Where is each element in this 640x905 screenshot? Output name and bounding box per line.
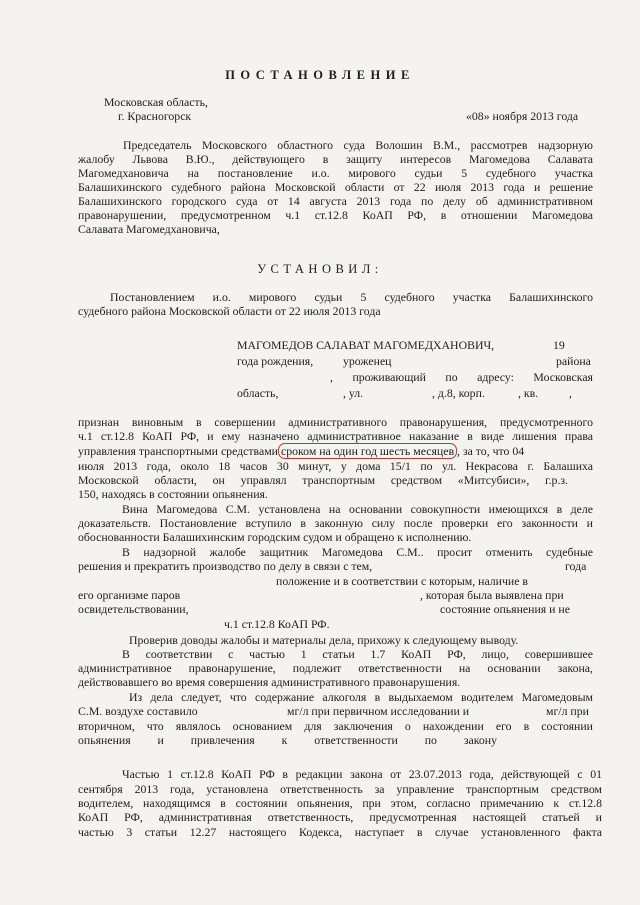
paragraph-line: мг/л при первичном исследовании и bbox=[287, 704, 470, 718]
paragraph-line: судебного района Московской области от 22 июля 2013 года bbox=[78, 304, 381, 318]
paragraph-line: административное правонарушение, подлежит ответственности на основании закона, bbox=[78, 661, 593, 675]
location-line-2: г. Красногорск bbox=[118, 109, 192, 123]
line-segment: , за то, что 04 bbox=[457, 444, 525, 458]
paragraph-line: состояние опьянения и не bbox=[440, 602, 570, 616]
person-region: область, bbox=[237, 386, 279, 400]
intro-line: жалобу Львова В.Ю., действующего в защиту интересов Магомедова Салавата bbox=[78, 152, 593, 166]
paragraph-line: 150, находясь в состоянии опьянения. bbox=[78, 487, 268, 501]
person-street: , ул. bbox=[343, 386, 364, 400]
paragraph-line: Частью 1 ст.12.8 КоАП РФ в редакции закона от 23.07.2013 года, действующей с 01 bbox=[122, 767, 602, 781]
location-line-1: Московская область, bbox=[104, 95, 209, 109]
paragraph-line: освидетельствовании, bbox=[78, 602, 189, 616]
paragraph-line: ч.1 ст.12.8 КоАП РФ, и ему назначено административное наказание в виде лишения права bbox=[78, 429, 593, 443]
intro-line: правонарушении, предусмотренном ч.1 ст.12.8 КоАП РФ, в отношении Магомедова bbox=[78, 208, 593, 222]
paragraph-line: сентября 2013 года, установлена ответственность за управление транспортным средством bbox=[78, 782, 602, 796]
document-date: «08» ноября 2013 года bbox=[466, 109, 579, 123]
paragraph-line: Вина Магомедова С.М. установлена на основании совокупности имеющихся в деле bbox=[122, 502, 593, 516]
intro-line: Балашихинского городского суда от 14 августа 2013 года по делу об административном bbox=[78, 194, 593, 208]
paragraph-line: обоснованности Балашихинским городским судом и обращено к исполнению. bbox=[78, 530, 472, 544]
intro-line: Председатель Московского областного суда Волошин В.М., рассмотрев надзорную bbox=[123, 138, 593, 152]
person-birth-year: 19 bbox=[553, 338, 565, 352]
person-comma: , bbox=[569, 386, 572, 400]
person-birth-label: года рождения, bbox=[237, 354, 314, 368]
person-native-label: уроженец bbox=[343, 354, 392, 368]
line-segment: управления транспортными средствами bbox=[78, 444, 278, 458]
paragraph-line: В соответствии с частью 1 статьи 1.7 КоАП РФ, лицо, совершившее bbox=[122, 647, 593, 661]
intro-line: Балашихинского судебного района Московской области от 22 июля 2013 года и решение bbox=[78, 180, 593, 194]
paragraph-line: действовавшего во время совершения административного правонарушения. bbox=[78, 675, 461, 689]
person-address-line: , проживающий по адресу: Московская bbox=[330, 370, 593, 384]
document-title: ПОСТАНОВЛЕНИЕ bbox=[225, 68, 415, 82]
paragraph-line: С.М. воздухе составило bbox=[78, 704, 198, 718]
paragraph-line: его организме паров bbox=[78, 588, 181, 602]
paragraph-line: признан виновным в совершении административного правонарушения, предусмотренного bbox=[78, 415, 593, 429]
paragraph-line: доказательств. Постановление вступило в законную силу после проверки его законности и bbox=[78, 516, 593, 530]
intro-line: Салавата Магомедхановича, bbox=[78, 222, 220, 236]
paragraph-line: КоАП РФ, административная ответственность, предусмотренная настоящей статьей и bbox=[78, 810, 602, 824]
person-house: , д.8, корп. bbox=[432, 386, 485, 400]
paragraph-line: , которая была выявлена при bbox=[420, 588, 564, 602]
person-district-label: района bbox=[556, 354, 591, 368]
section-heading-ustanovil: УСТАНОВИЛ: bbox=[257, 262, 383, 276]
paragraph-line: мг/л при bbox=[546, 704, 589, 718]
paragraph-line: вторичном, что являлось основанием для заключения о нахождении его в состоянии bbox=[78, 719, 593, 733]
person-name: МАГОМЕДОВ САЛАВАТ МАГОМЕДХАНОВИЧ, bbox=[237, 338, 495, 352]
paragraph-line: Постановлением и.о. мирового судьи 5 судебного участка Балашихинского bbox=[110, 290, 593, 304]
paragraph-line: В надзорной жалобе защитник Магомедова С.М.. просит отменить судебные bbox=[122, 545, 593, 559]
intro-line: Магомедхановича на постановление и.о. мирового судьи 5 судебного участка bbox=[78, 166, 593, 180]
paragraph-line bbox=[78, 445, 524, 458]
person-apartment: , кв. bbox=[518, 386, 539, 400]
paragraph-line: июля 2013 года, около 18 часов 30 минут, у дома 15/1 по ул. Некрасова г. Балашиха bbox=[78, 459, 593, 473]
paragraph-line: ч.1 ст.12.8 КоАП РФ. bbox=[224, 617, 330, 631]
circled-sentence-term: сроком на один год шесть месяцев bbox=[278, 443, 457, 459]
paragraph-line: опьянения и привлечения к ответственности по закону bbox=[78, 733, 497, 747]
paragraph-line: решения и прекратить производство по делу в связи с тем, bbox=[78, 559, 373, 573]
paragraph-line: Из дела следует, что содержание алкоголя в выдыхаемом водителем Магомедовым bbox=[129, 690, 593, 704]
paragraph-line: частью 3 статьи 12.27 настоящего Кодекса, наступает в случае установленного факта bbox=[78, 825, 602, 839]
paragraph-conclusion: Проверив доводы жалобы и материалы дела, прихожу к следующему выводу. bbox=[129, 633, 519, 647]
paragraph-line: Московской области, он управлял транспортным средством «Митсубиси», г.р.з. bbox=[78, 473, 568, 487]
paragraph-line: водителем, находящимся в состоянии опьянения, при этом, согласно примечанию к ст.12.8 bbox=[78, 796, 602, 810]
paragraph-line: года bbox=[565, 559, 587, 573]
paragraph-line: положение и в соответствии с которым, наличие в bbox=[276, 574, 528, 588]
